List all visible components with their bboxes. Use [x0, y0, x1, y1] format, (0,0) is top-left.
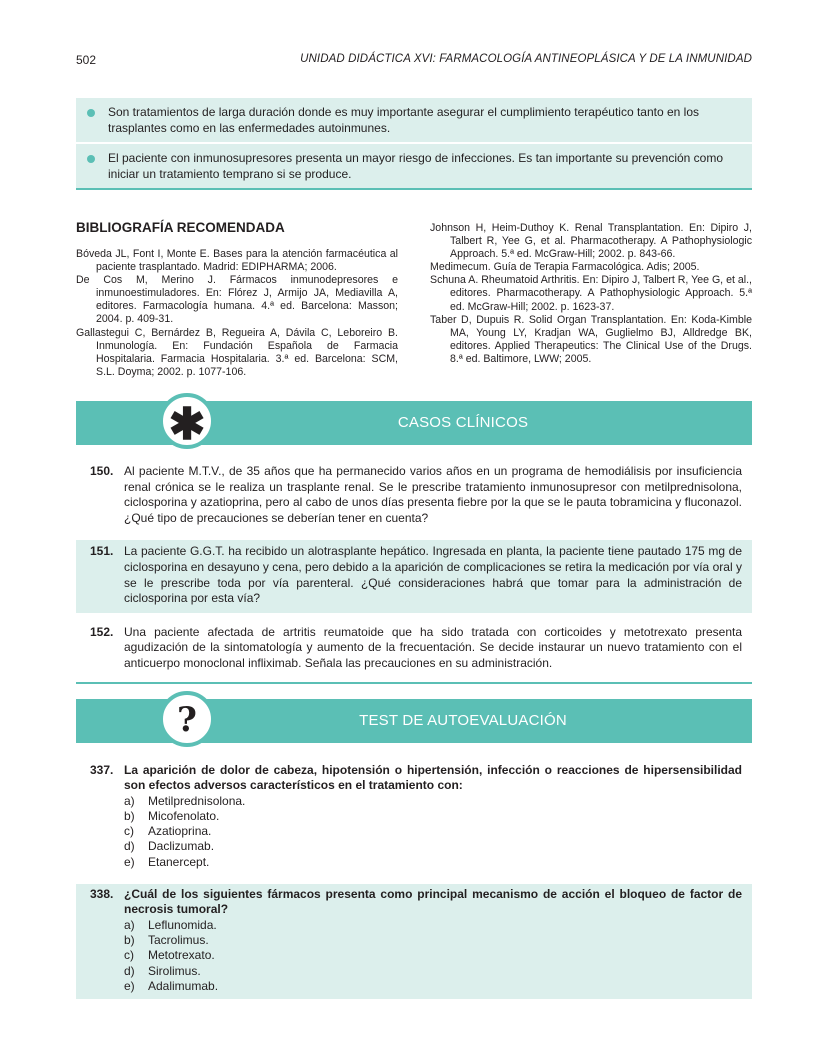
option-letter: c): [124, 948, 134, 963]
asterisk-icon: ✱: [159, 393, 215, 449]
case-item: [76, 540, 752, 612]
option-letter: a): [124, 793, 135, 808]
option-letter: c): [124, 824, 134, 839]
case-item: [76, 621, 752, 678]
question-mark-icon: ?: [159, 691, 215, 747]
reference: Taber D, Dupuis R. Solid Organ Transplantation. En: Koda-Kimble MA, Young LY, Kradjan WA, Guglielmo BJ, Alldredge BK, editores. Applied Therapeutics: The Clinical Use of the Drugs. 8.ª ed. Baltimore, LWW; 2005.: [430, 313, 752, 365]
option-letter: e): [124, 978, 135, 993]
case-text: La paciente G.G.T. ha recibido un alotrasplante hepático. Ingresada en planta, la paciente tiene pautado 175 mg de ciclosporina en desayuno y cena, pero debido a la aparición de complicaciones se retira la medicación por vía oral y se le prescribe toda por vía parenteral. ¿Qué consideraciones habrá que tomar para la administración de ciclosporina por esta vía?: [124, 544, 742, 606]
case-number: 152.: [90, 624, 114, 639]
bullet-icon: [87, 155, 95, 163]
case-number: 151.: [90, 544, 114, 559]
answer-option: [124, 964, 742, 979]
answer-option: [124, 918, 742, 933]
reference: De Cos M, Merino J. Fármacos inmunodepresores e inmunoestimuladores. En: Flórez J, Armijo JA, Mediavilla A, editores. Farmacología humana. 4.ª ed. Barcelona: Masson; 2004. p. 409-31.: [76, 274, 398, 326]
key-point-text: Son tratamientos de larga duración donde es muy importante asegurar el cumplimiento terapéutico tanto en los trasplantes como en las enfermedades autoinmunes.: [108, 105, 700, 135]
reference: Gallastegui C, Bernárdez B, Regueira A, Dávila C, Leboreiro B. Inmunología. En: Fundación Española de Farmacia Hospitalaria. Farmacia Hospitalaria. 3.ª ed. Barcelona: SCM, S.L. Doyma; 2002. p. 1077-106.: [76, 326, 398, 378]
question-number: 338.: [90, 887, 114, 902]
answer-option: [124, 855, 742, 870]
divider: [76, 682, 752, 684]
case-number: 150.: [90, 464, 114, 478]
option-text: Leflunomida.: [148, 917, 217, 932]
answer-option: [124, 824, 742, 839]
key-point-text: El paciente con inmunosupresores presenta un mayor riesgo de infecciones. Es tan importante su prevención como iniciar un tratamiento temprano si se produce.: [108, 151, 724, 181]
reference: Schuna A. Rheumatoid Arthritis. En: Dipiro J, Talbert R, Yee G, et al., editores. Pharmacotherapy. A Pathophysiologic Approach. 5.ª ed. McGraw-Hill; 2002. p. 1623-37.: [430, 274, 752, 313]
bibliography-title: BIBLIOGRAFÍA RECOMENDADA: [76, 220, 285, 235]
question-item: [76, 760, 752, 875]
section-title: CASOS CLÍNICOS: [397, 414, 529, 431]
case-text: Una paciente afectada de artritis reumatoide que ha sido tratada con corticoides y metotrexato presenta agudización de la sintomatología y aumento de la frecuentación. Se decide instaurar un nuevo tratamiento con el anticuerpo monoclonal infliximab. Señala las precauciones en su administración.: [124, 624, 742, 670]
question-item: [76, 884, 752, 999]
option-text: Sirolimus.: [148, 963, 201, 978]
key-point: [76, 144, 752, 190]
option-letter: b): [124, 932, 135, 947]
option-letter: a): [124, 917, 135, 932]
key-points-box: [76, 98, 752, 190]
page-number: 502: [76, 53, 97, 67]
casos-clinicos-banner: [76, 399, 752, 450]
reference: Medimecum. Guía de Terapia Farmacológica. Adis; 2005.: [430, 261, 700, 274]
reference: Johnson H, Heim-Duthoy K. Renal Transplantation. En: Dipiro J, Talbert R, Yee G, et al. Pharmacotherapy. A Pathophysiologic Approach. 5.ª ed. McGraw-Hill; 2002. p. 843-66.: [430, 222, 752, 261]
bibliography-left-column: [76, 248, 398, 379]
running-head: UNIDAD DIDÁCTICA XVI: FARMACOLOGÍA ANTINEOPLÁSICA Y DE LA INMUNIDAD: [300, 53, 752, 65]
option-letter: d): [124, 839, 135, 854]
option-letter: b): [124, 808, 135, 823]
answer-option: [124, 948, 742, 963]
option-text: Micofenolato.: [148, 808, 220, 823]
option-text: Adalimumab.: [148, 978, 219, 993]
option-text: Metotrexato.: [148, 948, 215, 963]
clinical-cases: [76, 460, 752, 684]
answer-option: [124, 979, 742, 994]
case-item: [76, 460, 752, 532]
answer-option: [124, 809, 742, 824]
case-text: Al paciente M.T.V., de 35 años que ha permanecido varios años en un programa de hemodiálisis por insuficiencia renal crónica se le realiza un trasplante renal. Se le prescribe tratamiento inmunosupresor con metilprednisolona, ciclosporina y azatioprina, pero al cabo de unos días presenta fiebre por la que se le pauta tobramicina y fluconazol. ¿Qué tipo de precauciones se deberían tener en cuenta?: [124, 464, 742, 525]
answer-option: [124, 839, 742, 854]
question-stem: ¿Cuál de los siguientes fármacos presenta como principal mecanismo de acción el bloqueo de factor de necrosis tumoral?: [124, 887, 742, 917]
key-point: [76, 98, 752, 144]
test-autoevaluacion-banner: [76, 699, 752, 743]
option-text: Metilprednisolona.: [148, 793, 246, 808]
answer-option: [124, 933, 742, 948]
option-letter: e): [124, 854, 135, 869]
self-test: [76, 760, 752, 999]
reference: Bóveda JL, Font I, Monte E. Bases para la atención farmacéutica al paciente trasplantado. Madrid: EDIPHARMA; 2006.: [76, 248, 398, 274]
option-text: Azatioprina.: [148, 824, 212, 839]
option-letter: d): [124, 963, 135, 978]
question-number: 337.: [90, 763, 114, 777]
question-stem: La aparición de dolor de cabeza, hipotensión o hipertensión, infección o reacciones de hipersensibilidad son efectos adversos característicos en el tratamiento con:: [124, 763, 742, 793]
option-text: Etanercept.: [148, 854, 210, 869]
option-text: Tacrolimus.: [148, 932, 209, 947]
section-title: TEST DE AUTOEVALUACIÓN: [359, 712, 567, 729]
answer-option: [124, 794, 742, 809]
bullet-icon: [87, 109, 95, 117]
option-text: Daclizumab.: [148, 839, 215, 854]
bibliography-right-column: [430, 222, 752, 366]
